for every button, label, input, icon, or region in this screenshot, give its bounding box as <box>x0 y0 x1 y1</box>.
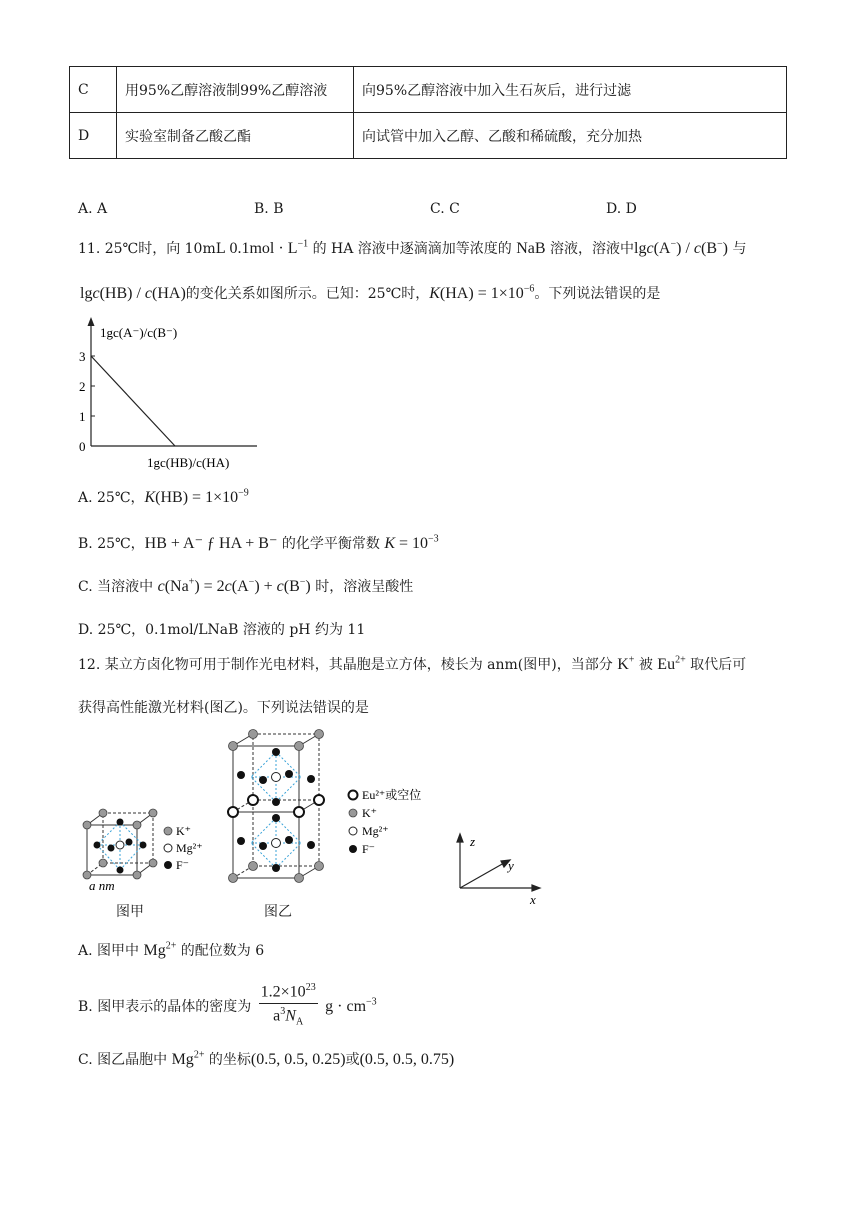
scale-label: a nm <box>89 878 115 893</box>
ratio-hb-ha: lgc(HB) / c(HA) <box>80 285 186 302</box>
k-ha: $K(HA) = 1\times 10^{-6}$ <box>429 283 535 302</box>
q11-option-c[interactable]: C. 当溶液中 c(Na+) = 2c(A−) + c(B−) 时，溶液呈酸性 <box>78 576 414 595</box>
z-axis-label: z <box>470 834 476 849</box>
figure-a-legend <box>164 824 203 872</box>
y-tick-label: 3 <box>79 349 86 364</box>
q11-chart <box>75 315 275 475</box>
y-tick-label: 2 <box>79 379 86 394</box>
svg-text:Mg²⁺: Mg²⁺ <box>176 841 203 855</box>
figure-a-caption: 图甲 <box>116 904 144 920</box>
figure-b-unit-cell <box>225 728 455 886</box>
y-axis-label: y <box>508 858 514 873</box>
figure-a-unit-cell <box>75 808 225 920</box>
y-tick-label: 1 <box>79 409 86 424</box>
y-axis-label: 1gc(A⁻)/c(B⁻) <box>100 325 178 340</box>
choice-d[interactable]: D. D <box>606 201 637 217</box>
svg-text:Mg²⁺: Mg²⁺ <box>362 824 389 838</box>
choice-b[interactable]: B. B <box>254 201 284 217</box>
ratio-a-b: lgc(A−) / c(B−) <box>634 238 728 257</box>
x-axis-label: x <box>530 892 536 907</box>
y-tick-label: 0 <box>79 439 86 454</box>
operation-cell: 向试管中加入乙醇、乙酸和稀硫酸，充分加热 <box>354 113 787 159</box>
choice-c[interactable]: C. C <box>430 201 460 217</box>
row-label: C <box>70 67 117 113</box>
svg-text:K⁺: K⁺ <box>176 824 191 838</box>
row-label: D <box>70 113 117 159</box>
q12-stem-line1: 12. 某立方卤化物可用于制作光电材料，其晶胞是立方体，棱长为 anm(图甲)，当部分 K+ 被 $Eu^{2+}$ 取代后可 <box>78 654 747 673</box>
svg-text:F⁻: F⁻ <box>362 842 376 856</box>
density-fraction: $\frac{1.2\times 10^{23}}{a^3N_A}$ <box>260 982 316 1028</box>
svg-text:K⁺: K⁺ <box>362 806 377 820</box>
figure-b-legend <box>349 787 422 856</box>
q11-stem-line1: 11. 25℃时，向 10mL $0.1mol \cdot L^{-1}$ 的 HA 溶液中逐滴滴加等浓度的 NaB 溶液，溶液中lgc(A−) / c(B−) 与 <box>78 238 747 257</box>
options-table <box>69 66 787 159</box>
q11-option-a[interactable]: A. 25℃，$K(HB) = 1\times 10^{-9}$ <box>78 487 249 506</box>
charge-balance: c(Na+) = 2c(A−) + c(B−) <box>157 576 311 595</box>
q11-stem-line2: lgc(HB) / c(HA)的变化关系如图所示。已知：25℃时，$K(HA) = 1\times 10^{-6}$。下列说法错误的是 <box>80 283 661 302</box>
choice-a[interactable]: A. A <box>78 201 108 217</box>
q12-option-c[interactable]: C. 图乙晶胞中 $Mg^{2+}$ 的坐标(0.5, 0.5, 0.25)或(0.5, 0.5, 0.75) <box>78 1049 455 1068</box>
x-axis-label: 1gc(HB)/c(HA) <box>147 455 230 470</box>
q11-option-d[interactable]: D. 25℃，0.1mol/LNaB 溶液的 pH 约为 11 <box>78 622 366 638</box>
experiment-cell: 用95%乙醇溶液制99%乙醇溶液 <box>117 67 354 113</box>
table-row <box>70 113 787 159</box>
q12-option-b[interactable]: B. 图甲表示的晶体的密度为 $\frac{1.2\times 10^{23}}{a^3N_A}$ $g \cdot cm^{-3}$ <box>78 982 377 1028</box>
q12-stem-line2: 获得高性能激光材料(图乙)。下列说法错误的是 <box>78 700 369 716</box>
y-axis-arrow <box>88 317 95 326</box>
experiment-cell: 实验室制备乙酸乙酯 <box>117 113 354 159</box>
q11-option-b[interactable]: B. 25℃，HB + A⁻ ƒ HA + B⁻ 的化学平衡常数 $K = 10^{-3}$ <box>78 533 439 552</box>
figure-b-caption: 图乙 <box>264 904 292 920</box>
coordinate-axes <box>450 830 550 910</box>
concentration: $0.1mol \cdot L^{-1}$ <box>229 238 309 257</box>
series-line <box>91 356 175 446</box>
svg-text:F⁻: F⁻ <box>176 858 190 872</box>
svg-text:Eu²⁺或空位: Eu²⁺或空位 <box>362 788 422 802</box>
table-row <box>70 67 787 113</box>
operation-cell: 向95%乙醇溶液中加入生石灰后，进行过滤 <box>354 67 787 113</box>
q12-option-a[interactable]: A. 图甲中 $Mg^{2+}$ 的配位数为 6 <box>78 940 265 959</box>
